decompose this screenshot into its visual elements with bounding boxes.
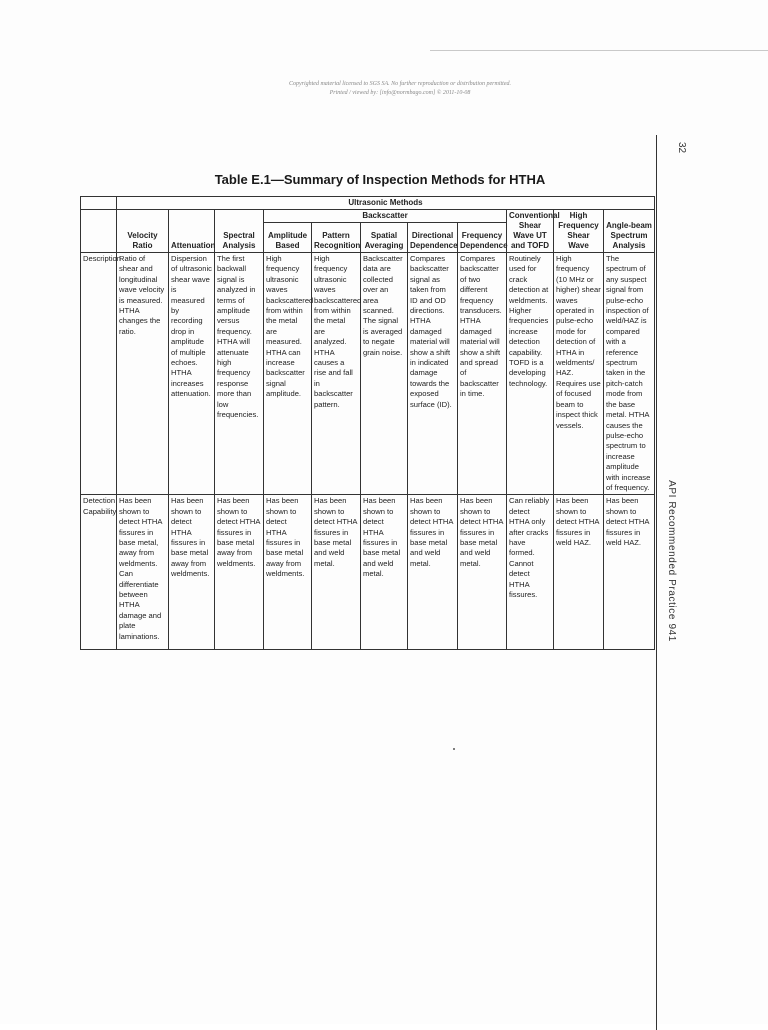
table-row-detection-capability xyxy=(81,495,655,650)
cell-detection-spectral-analysis: Has been shown to detect HTHA fissures in base metal away from weldments. xyxy=(215,495,264,650)
row-label-header xyxy=(81,210,117,253)
copyright-notice xyxy=(250,80,550,98)
copyright-line-1: Copyrighted material licensed to SGS SA. No further reproduction or distribution permitted. xyxy=(288,81,512,87)
col-amplitude-based: Amplitude Based xyxy=(264,223,312,253)
cell-description-amplitude-based: High frequency ultrasonic waves backscattered from within the metal are measured. HTHA can increase backscatter signal amplitude. xyxy=(264,253,312,495)
running-head: API Recommended Practice 941 xyxy=(666,480,677,642)
cell-detection-angle-beam: Has been shown to detect HTHA fissures in weld HAZ. xyxy=(604,495,655,650)
cell-description-conventional: Routinely used for crack detection at weldments. Higher frequencies increase detection capability. TOFD is a developing technology. xyxy=(507,253,554,495)
col-directional-dependence: Directional Dependence xyxy=(408,223,458,253)
row-label-detection-capability: Detection Capability xyxy=(81,495,117,650)
cell-detection-velocity-ratio: Has been shown to detect HTHA fissures in base metal, away from weldments. Can differentiate between HTHA damage and plate laminations. xyxy=(117,495,169,650)
cell-description-attenuation: Dispersion of ultrasonic shear wave is measured by recording drop in amplitude of multiple echoes. HTHA increases attenuation. xyxy=(169,253,215,495)
scan-edge-line xyxy=(430,50,768,51)
cell-detection-conventional: Can reliably detect HTHA only after cracks have formed. Cannot detect HTHA fissures. xyxy=(507,495,554,650)
table-row-description xyxy=(81,253,655,495)
inspection-methods-table xyxy=(80,196,655,650)
cell-detection-pattern-recognition: Has been shown to detect HTHA fissures in base metal and weld metal. xyxy=(312,495,361,650)
cell-description-angle-beam: The spectrum of any suspect signal from pulse-echo inspection of weld/HAZ is compared with a reference spectrum taken in the pitch-catch mode from the base metal. HTHA causes the pulse-echo spectrum to increase amplitude with increase of frequency. xyxy=(604,253,655,495)
stray-mark xyxy=(453,748,455,750)
row-label-description: Description xyxy=(81,253,117,495)
cell-description-pattern-recognition: High frequency ultrasonic waves backscattered from within the metal are analyzed. HTHA causes a rise and fall in backscatter pattern. xyxy=(312,253,361,495)
page-number: 32 xyxy=(676,142,687,154)
col-high-frequency-shear-wave: High Frequency Shear Wave xyxy=(554,210,604,253)
table-title: Table E.1—Summary of Inspection Methods for HTHA xyxy=(214,172,546,187)
margin-rule xyxy=(656,135,657,1030)
cell-description-spatial-averaging: Backscatter data are collected over an area scanned. The signal is averaged to negate grain noise. xyxy=(361,253,408,495)
copyright-line-2: Printed / viewed by: [info@normbago.com] © 2011-10-08 xyxy=(329,90,471,96)
col-spatial-averaging: Spatial Averaging xyxy=(361,223,408,253)
backscatter-header: Backscatter xyxy=(264,210,507,223)
col-pattern-recognition: Pattern Recognition xyxy=(312,223,361,253)
cell-detection-spatial-averaging: Has been shown to detect HTHA fissures in base metal and weld metal. xyxy=(361,495,408,650)
col-conventional-shear-wave: Conventional Shear Wave UT and TOFD xyxy=(507,210,554,253)
cell-detection-high-frequency: Has been shown to detect HTHA fissures in weld HAZ. xyxy=(554,495,604,650)
cell-detection-directional-dependence: Has been shown to detect HTHA fissures in base metal and weld metal. xyxy=(408,495,458,650)
cell-description-velocity-ratio: Ratio of shear and longitudinal wave velocity is measured. HTHA changes the ratio. xyxy=(117,253,169,495)
cell-detection-attenuation: Has been shown to detect HTHA fissures in base metal away from weldments. xyxy=(169,495,215,650)
cell-description-frequency-dependence: Compares backscatter of two different frequency transducers. HTHA damaged material will show a shift and spread of backscatter in time. xyxy=(458,253,507,495)
col-attenuation: Attenuation xyxy=(169,210,215,253)
cell-description-high-frequency: High frequency (10 MHz or higher) shear waves operated in pulse-echo mode for detection of HTHA in weldments/ HAZ. Requires use of focused beam to inspect thick vessels. xyxy=(554,253,604,495)
col-angle-beam-spectrum: Angle-beam Spectrum Analysis xyxy=(604,210,655,253)
cell-detection-amplitude-based: Has been shown to detect HTHA fissures in base metal away from weldments. xyxy=(264,495,312,650)
ultrasonic-methods-header: Ultrasonic Methods xyxy=(117,197,655,210)
cell-detection-frequency-dependence: Has been shown to detect HTHA fissures in base metal and weld metal. xyxy=(458,495,507,650)
cell-description-directional-dependence: Compares backscatter signal as taken from ID and OD directions. HTHA damaged material will show a shift in indicated damage towards the exposed surface (ID). xyxy=(408,253,458,495)
col-frequency-dependence: Frequency Dependence xyxy=(458,223,507,253)
cell-description-spectral-analysis: The first backwall signal is analyzed in terms of amplitude versus frequency. HTHA will attenuate high frequency response more than low frequencies. xyxy=(215,253,264,495)
empty-corner-cell xyxy=(81,197,117,210)
col-spectral-analysis: Spectral Analysis xyxy=(215,210,264,253)
col-velocity-ratio: Velocity Ratio xyxy=(117,210,169,253)
